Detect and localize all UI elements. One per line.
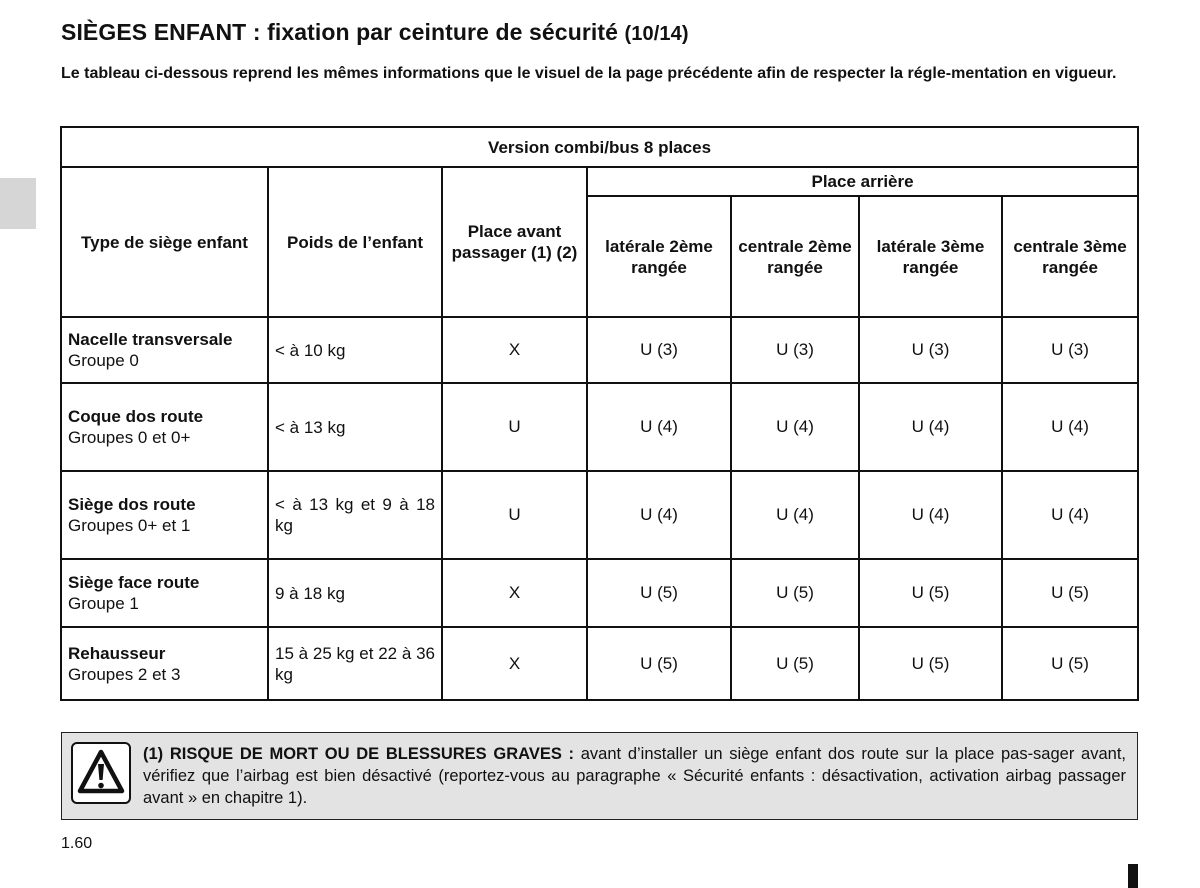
rear-cell: U (5): [1002, 559, 1138, 627]
rear-cell: U (4): [587, 383, 731, 471]
seat-group: Groupes 0+ et 1: [68, 516, 191, 535]
front-passenger-cell: X: [442, 559, 587, 627]
weight-cell: < à 10 kg: [268, 317, 442, 383]
col-header-rear-central-row3: centrale 3ème rangée: [1002, 196, 1138, 317]
col-header-rear-lateral-row2: latérale 2ème rangée: [587, 196, 731, 317]
rear-cell: U (3): [587, 317, 731, 383]
rear-cell: U (3): [731, 317, 859, 383]
intro-paragraph: Le tableau ci-dessous reprend les mêmes informations que le visuel de la page précédente afin de respecter la régle-mentation en vigueur.: [61, 65, 1117, 82]
rear-cell: U (5): [731, 559, 859, 627]
page-corner-marker: [1128, 864, 1138, 888]
col-header-rear-lateral-row3: latérale 3ème rangée: [859, 196, 1002, 317]
weight-cell: < à 13 kg: [268, 383, 442, 471]
warning-body: avant d’installer un siège enfant dos route sur la place pas-sager avant, vérifiez que l’airbag est bien désactivé (reportez-vous au paragraphe « Sécurité enfants : désactivation, activation airbag passager avant » en chapitre 1).: [143, 745, 1126, 807]
seat-type-cell: [61, 559, 268, 627]
table-row: [61, 383, 1138, 471]
rear-cell: U (4): [859, 383, 1002, 471]
rear-cell: U (4): [859, 471, 1002, 559]
rear-cell: U (5): [587, 559, 731, 627]
page-title: [61, 19, 689, 46]
version-header: Version combi/bus 8 places: [61, 127, 1138, 167]
col-header-rear-central-row2: centrale 2ème rangée: [731, 196, 859, 317]
seat-type-name: Nacelle transversale: [68, 330, 233, 349]
front-passenger-cell: U: [442, 383, 587, 471]
rear-cell: U (5): [1002, 627, 1138, 700]
rear-cell: U (5): [731, 627, 859, 700]
weight-cell: 15 à 25 kg et 22 à 36 kg: [268, 627, 442, 700]
rear-cell: U (4): [731, 471, 859, 559]
warning-heading: (1) RISQUE DE MORT OU DE BLESSURES GRAVES :: [143, 745, 575, 763]
seat-type-cell: [61, 627, 268, 700]
warning-text: [143, 743, 1126, 809]
child-seat-table: [60, 126, 1139, 701]
title-page-ref: (10/14): [624, 23, 689, 45]
seat-type-name: Coque dos route: [68, 407, 204, 426]
warning-triangle-icon: [71, 742, 131, 804]
page-number: 1.60: [61, 835, 93, 852]
col-header-rear-seat: Place arrière: [587, 167, 1138, 196]
col-header-front-passenger: Place avant passager (1) (2): [442, 167, 587, 317]
rear-cell: U (4): [1002, 471, 1138, 559]
rear-cell: U (3): [859, 317, 1002, 383]
front-passenger-cell: X: [442, 627, 587, 700]
front-passenger-cell: X: [442, 317, 587, 383]
table-row: [61, 627, 1138, 700]
seat-type-name: Siège face route: [68, 573, 200, 592]
seat-group: Groupe 1: [68, 594, 139, 613]
chapter-side-tab: [0, 178, 36, 229]
rear-cell: U (5): [859, 627, 1002, 700]
table-row: [61, 471, 1138, 559]
seat-group: Groupes 2 et 3: [68, 664, 181, 684]
rear-cell: U (3): [1002, 317, 1138, 383]
seat-type-cell: [61, 383, 268, 471]
front-passenger-cell: U: [442, 471, 587, 559]
seat-type-cell: [61, 317, 268, 383]
seat-group: Groupe 0: [68, 351, 139, 370]
seat-type-name: Siège dos route: [68, 495, 196, 514]
seat-type-name: Rehausseur: [68, 643, 166, 663]
col-header-child-weight: Poids de l’enfant: [268, 167, 442, 317]
table-row: [61, 559, 1138, 627]
seat-group: Groupes 0 et 0+: [68, 428, 191, 447]
rear-cell: U (4): [587, 471, 731, 559]
rear-cell: U (5): [859, 559, 1002, 627]
weight-cell: < à 13 kg et 9 à 18 kg: [268, 471, 442, 559]
col-header-seat-type: Type de siège enfant: [61, 167, 268, 317]
seat-type-cell: [61, 471, 268, 559]
warning-box: [61, 732, 1138, 820]
table-row: [61, 317, 1138, 383]
title-text: SIÈGES ENFANT : fixation par ceinture de sécurité: [61, 19, 619, 45]
rear-cell: U (4): [731, 383, 859, 471]
rear-cell: U (4): [1002, 383, 1138, 471]
weight-cell: 9 à 18 kg: [268, 559, 442, 627]
rear-cell: U (5): [587, 627, 731, 700]
